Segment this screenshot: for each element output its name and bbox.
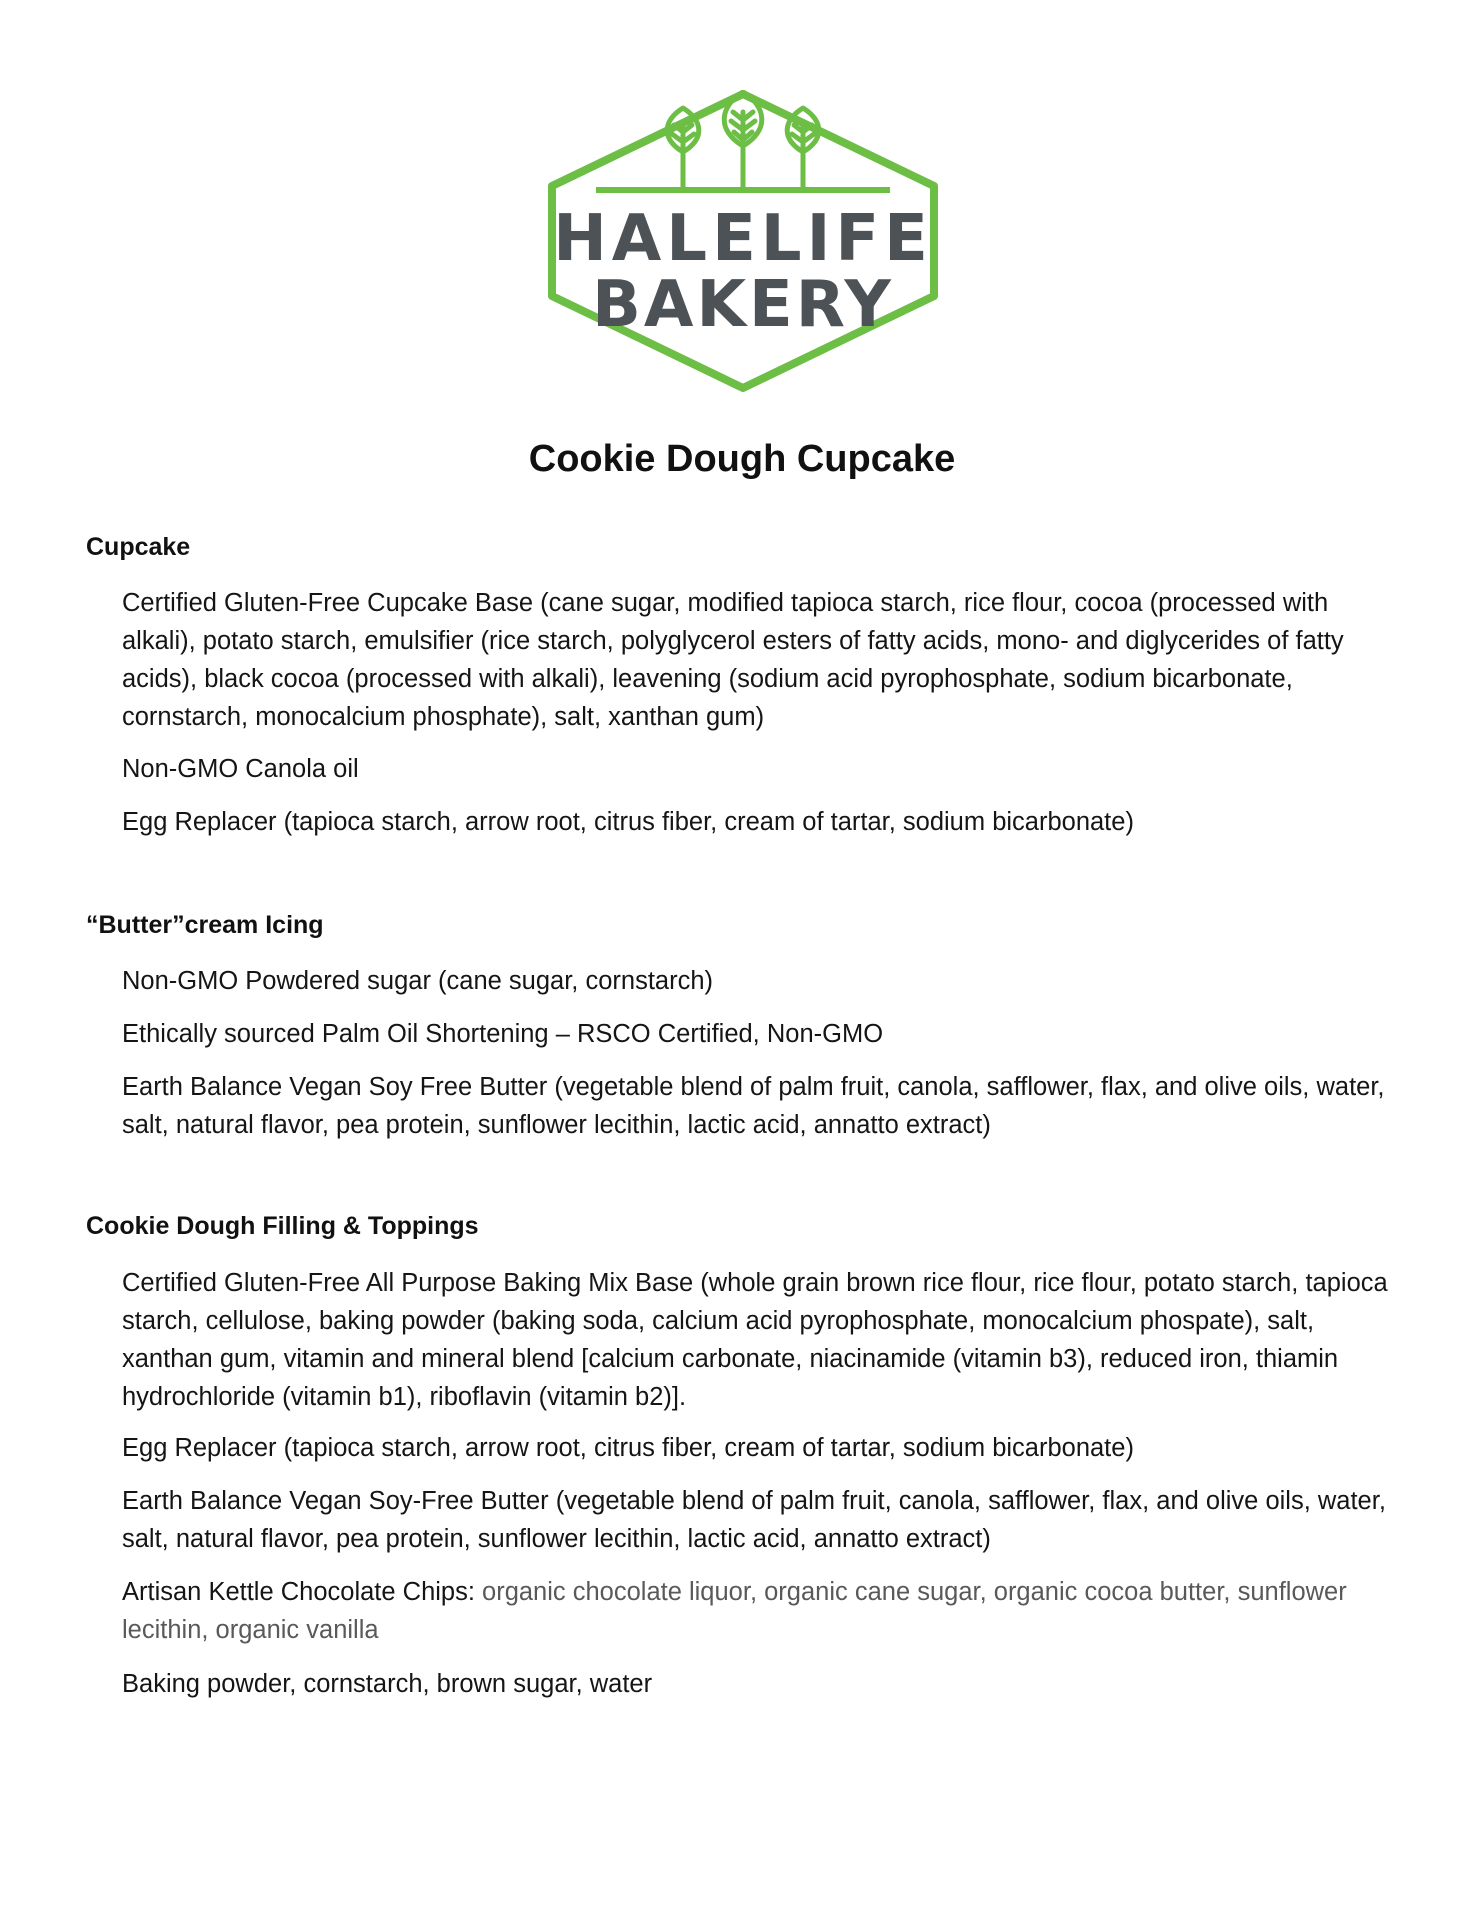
ingredient-item: Baking powder, cornstarch, brown sugar, water <box>122 1670 653 1698</box>
ingredient-item: Certified Gluten-Free All Purpose Baking Mix Base (whole grain brown rice flour, rice flour, potato starch, tapioca starch, cellulose, baking powder (baking soda, calcium acid pyrophosphate, monocalcium phospate), salt, xanthan gum, vitamin and mineral blend [calcium carbonate, niacinamide (vitamin b3), reduced iron, thiamin hydrochloride (vitamin b1), riboflavin (vitamin b2)]. <box>122 1269 1388 1411</box>
ingredient-item: Egg Replacer (tapioca starch, arrow root, citrus fiber, cream of tartar, sodium bicarbonate) <box>122 1434 1134 1462</box>
ingredient-item: Ethically sourced Palm Oil Shortening – RSCO Certified, Non-GMO <box>122 1020 884 1048</box>
ingredient-item: Egg Replacer (tapioca starch, arrow root, citrus fiber, cream of tartar, sodium bicarbonate) <box>122 808 1134 836</box>
ingredient-item <box>122 1573 1392 1649</box>
ingredient-detail: organic chocolate liquor, organic cane sugar, organic cocoa butter, sunflower lecithin, organic vanilla <box>122 1578 1347 1644</box>
logo-graphic <box>522 90 964 392</box>
ingredient-label: Artisan Kettle Chocolate Chips: <box>122 1578 483 1606</box>
section-heading-filling: Cookie Dough Filling & Toppings <box>86 1212 479 1240</box>
ingredient-item: Earth Balance Vegan Soy Free Butter (vegetable blend of palm fruit, canola, safflower, flax, and olive oils, water, salt, natural flavor, pea protein, sunflower lecithin, lactic acid, annatto extract) <box>122 1073 1385 1139</box>
page-title: Cookie Dough Cupcake <box>528 438 956 480</box>
logo-line2: BAKERY <box>592 268 894 342</box>
section-heading-cupcake: Cupcake <box>86 533 191 561</box>
ingredient-item: Non-GMO Canola oil <box>122 755 359 783</box>
ingredient-item: Earth Balance Vegan Soy-Free Butter (vegetable blend of palm fruit, canola, safflower, flax, and olive oils, water, salt, natural flavor, pea protein, sunflower lecithin, lactic acid, annatto extract) <box>122 1487 1386 1553</box>
logo-line1: HALELIFE <box>553 202 933 276</box>
ingredient-item: Certified Gluten-Free Cupcake Base (cane sugar, modified tapioca starch, rice flour, cocoa (processed with alkali), potato starch, emulsifier (rice starch, polyglycerol esters of fatty acids, mono- and diglycerides of fatty acids), black cocoa (processed with alkali), leavening (sodium acid pyrophosphate, sodium bicarbonate, cornstarch, monocalcium phosphate), salt, xanthan gum) <box>122 589 1344 731</box>
ingredient-item: Non-GMO Powdered sugar (cane sugar, cornstarch) <box>122 967 714 995</box>
section-heading-icing: “Butter”cream Icing <box>86 911 324 939</box>
bakery-logo <box>522 90 964 392</box>
